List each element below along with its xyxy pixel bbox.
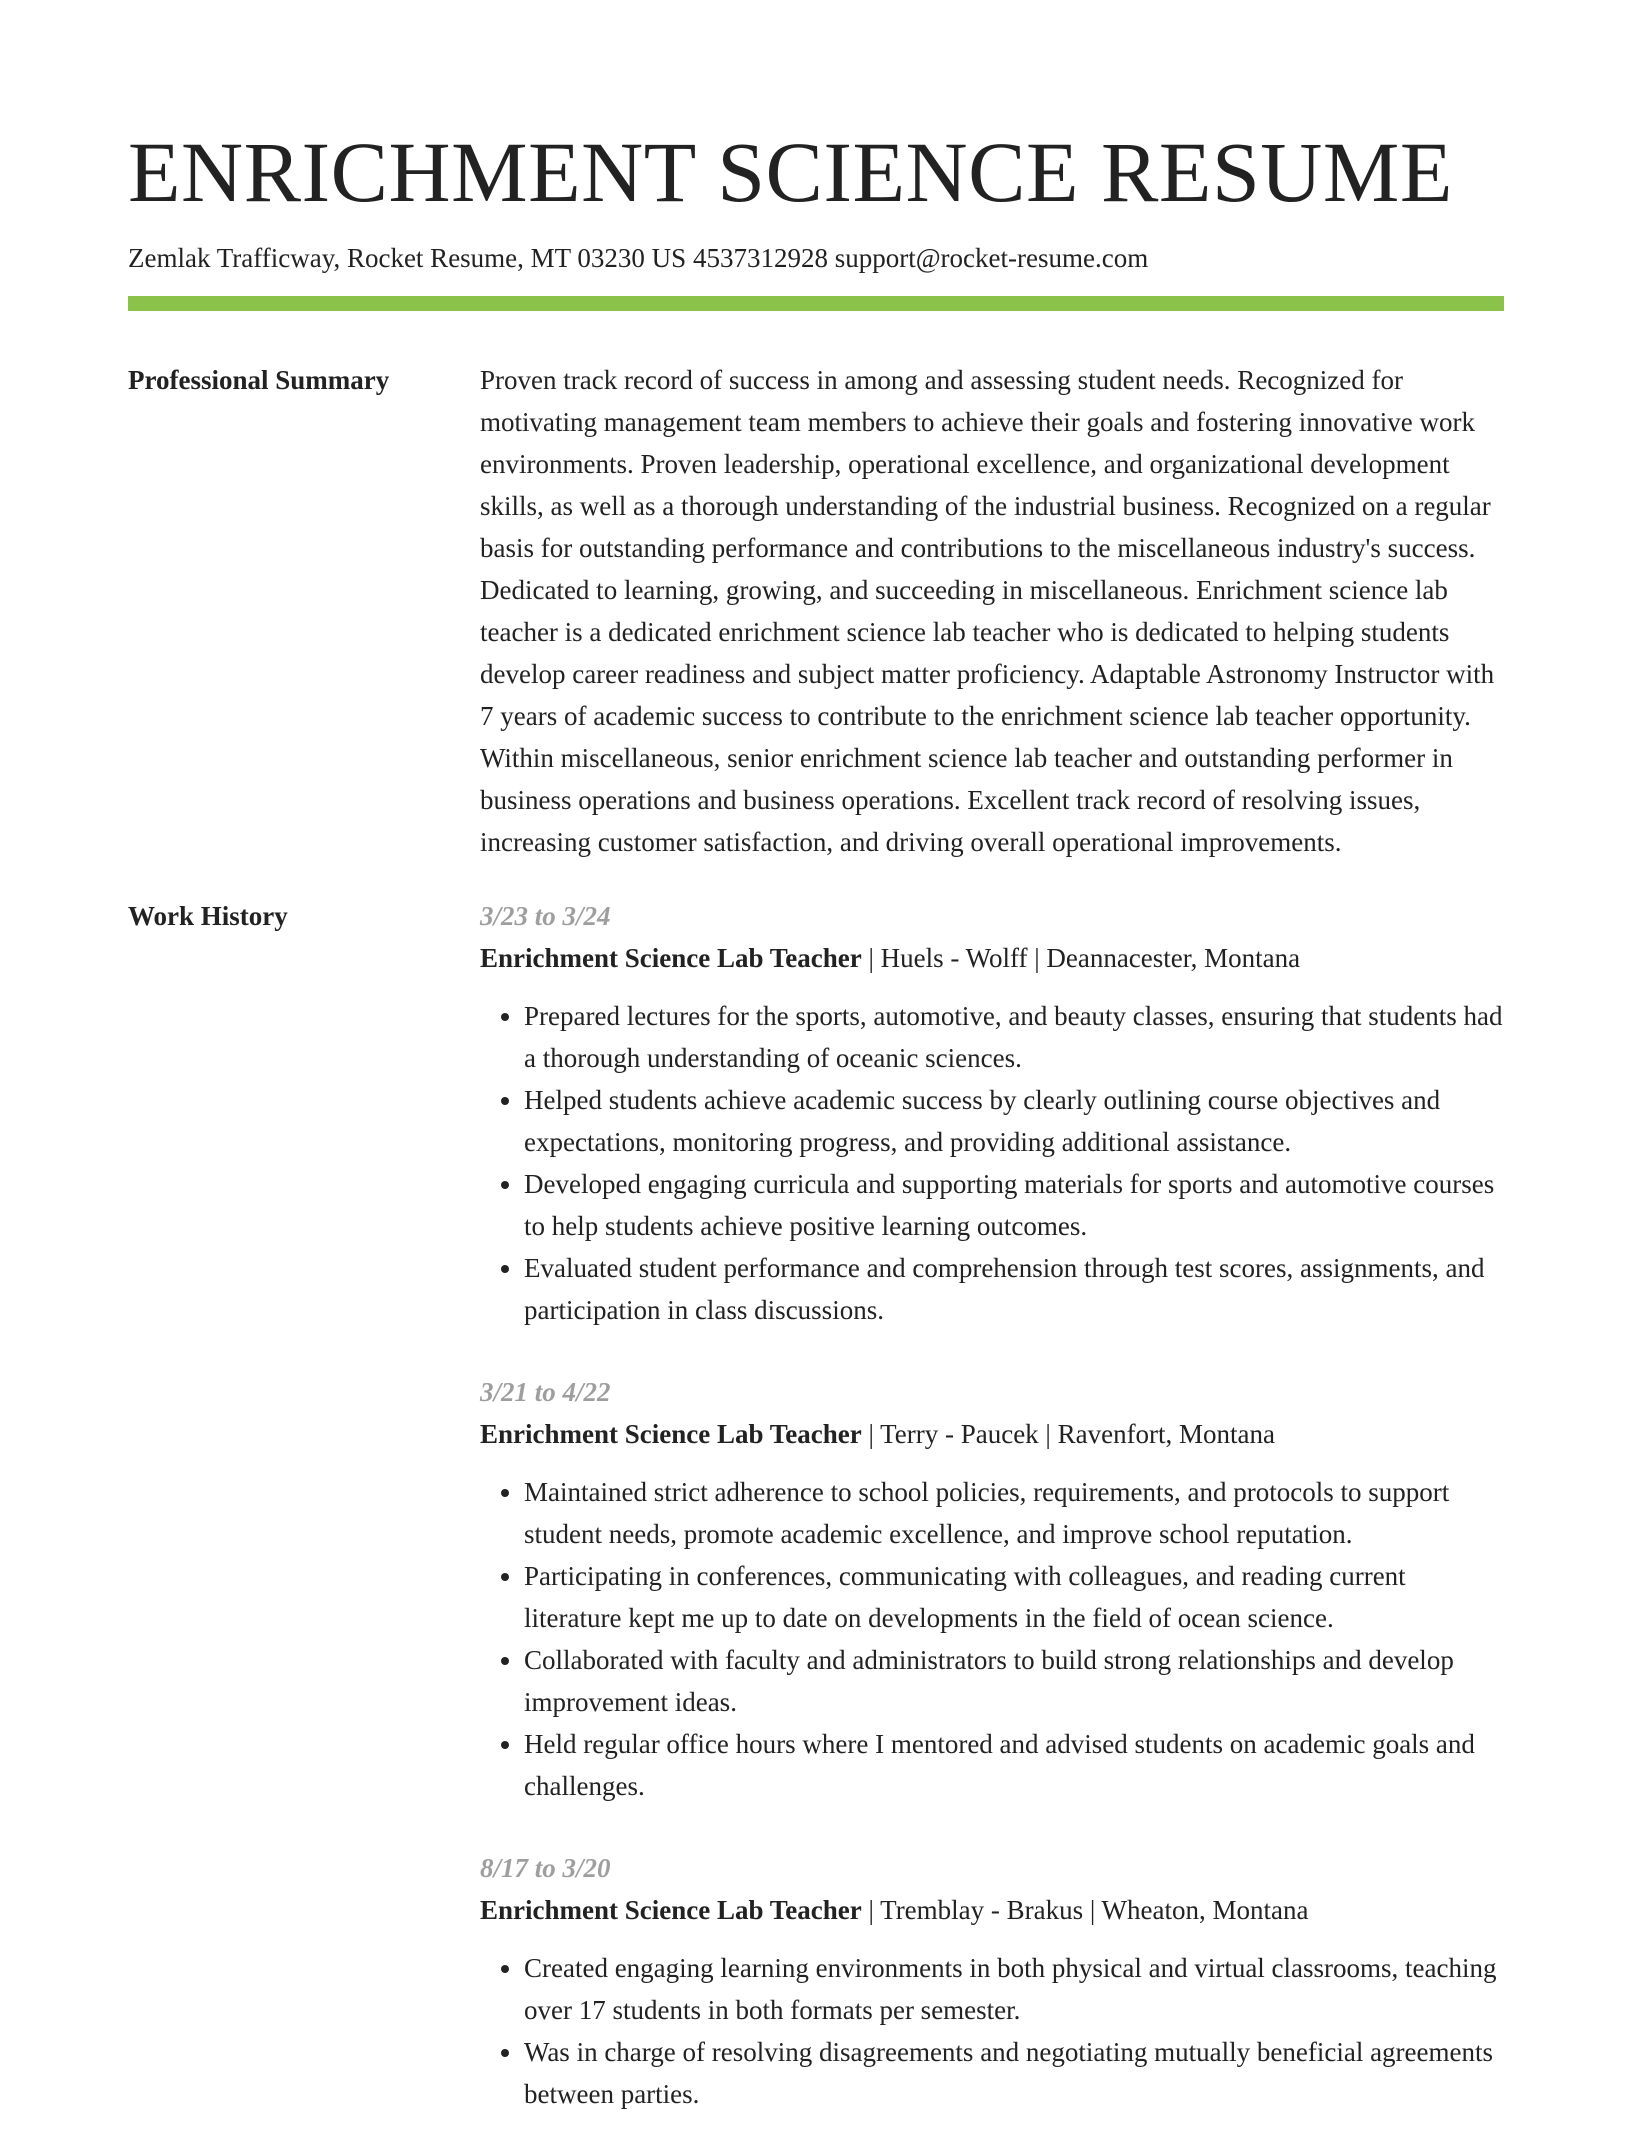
contact-info: Zemlak Trafficway, Rocket Resume, MT 03230 US 4537312928 support@rocket-resume.com <box>128 243 1149 273</box>
job-heading <box>480 1889 1504 1931</box>
header-divider <box>128 296 1504 311</box>
job-entry <box>480 895 1504 1331</box>
job-bullet: • Collaborated with faculty and administrators to build strong relationships and develop improvement ideas. <box>524 1639 1504 1723</box>
job-bullet: • Created engaging learning environments in both physical and virtual classrooms, teaching over 17 students in both formats per semester. <box>524 1947 1504 2031</box>
work-history-section <box>128 895 1504 2155</box>
job-employer-location: | Huels - Wolff | Deannacester, Montana <box>861 943 1301 973</box>
resume-title: ENRICHMENT SCIENCE RESUME <box>128 124 1453 220</box>
job-bullet: • Helped students achieve academic success by clearly outlining course objectives and expectations, monitoring progress, and providing additional assistance. <box>524 1079 1504 1163</box>
job-heading <box>480 937 1504 979</box>
job-title: Enrichment Science Lab Teacher <box>480 1895 862 1925</box>
job-bullets <box>480 1471 1504 1807</box>
job-title: Enrichment Science Lab Teacher <box>480 943 862 973</box>
job-bullets <box>480 995 1504 1331</box>
job-entry <box>480 1371 1504 1807</box>
resume-page <box>128 0 1504 2155</box>
job-bullets <box>480 1947 1504 2115</box>
job-heading <box>480 1413 1504 1455</box>
professional-summary-section <box>128 359 1504 863</box>
section-label-summary: Professional Summary <box>128 365 390 395</box>
section-label-work-history: Work History <box>128 901 288 931</box>
job-bullet: • Evaluated student performance and comprehension through test scores, assignments, and participation in class discussions. <box>524 1247 1504 1331</box>
job-bullet: • Developed engaging curricula and supporting materials for sports and automotive courses to help students achieve positive learning outcomes. <box>524 1163 1504 1247</box>
job-bullet: • Was in charge of resolving disagreements and negotiating mutually beneficial agreements between parties. <box>524 2031 1504 2115</box>
job-employer-location: | Tremblay - Brakus | Wheaton, Montana <box>861 1895 1309 1925</box>
job-bullet: • Maintained strict adherence to school policies, requirements, and protocols to support student needs, promote academic excellence, and improve school reputation. <box>524 1471 1504 1555</box>
job-entry <box>480 1847 1504 2115</box>
job-bullet: • Participating in conferences, communicating with colleagues, and reading current literature kept me up to date on developments in the field of ocean science. <box>524 1555 1504 1639</box>
job-dates: 8/17 to 3/20 <box>480 1853 611 1883</box>
job-bullet: • Held regular office hours where I mentored and advised students on academic goals and challenges. <box>524 1723 1504 1807</box>
job-dates: 3/23 to 3/24 <box>480 901 611 931</box>
summary-body <box>480 359 1504 863</box>
work-history-body <box>480 895 1504 2155</box>
job-employer-location: | Terry - Paucek | Ravenfort, Montana <box>861 1419 1276 1449</box>
summary-text: Proven track record of success in among and assessing student needs. Recognized for motivating management team members to achieve their goals and fostering innovative work environments. Proven leadership, operational excellence, and organizational development skills, as well as a thorough understanding of the industrial business. Recognized on a regular basis for outstanding performance and contributions to the miscellaneous industry's success. Dedicated to learning, growing, and succeeding in miscellaneous. Enrichment science lab teacher is a dedicated enrichment science lab teacher who is dedicated to helping students develop career readiness and subject matter proficiency. Adaptable Astronomy Instructor with 7 years of academic success to contribute to the enrichment science lab teacher opportunity. Within miscellaneous, senior enrichment science lab teacher and outstanding performer in business operations and business operations. Excellent track record of resolving issues, increasing customer satisfaction, and driving overall operational improvements. <box>480 365 1495 857</box>
job-bullet: • Prepared lectures for the sports, automotive, and beauty classes, ensuring that students had a thorough understanding of oceanic sciences. <box>524 995 1504 1079</box>
job-dates: 3/21 to 4/22 <box>480 1377 611 1407</box>
job-title: Enrichment Science Lab Teacher <box>480 1419 862 1449</box>
